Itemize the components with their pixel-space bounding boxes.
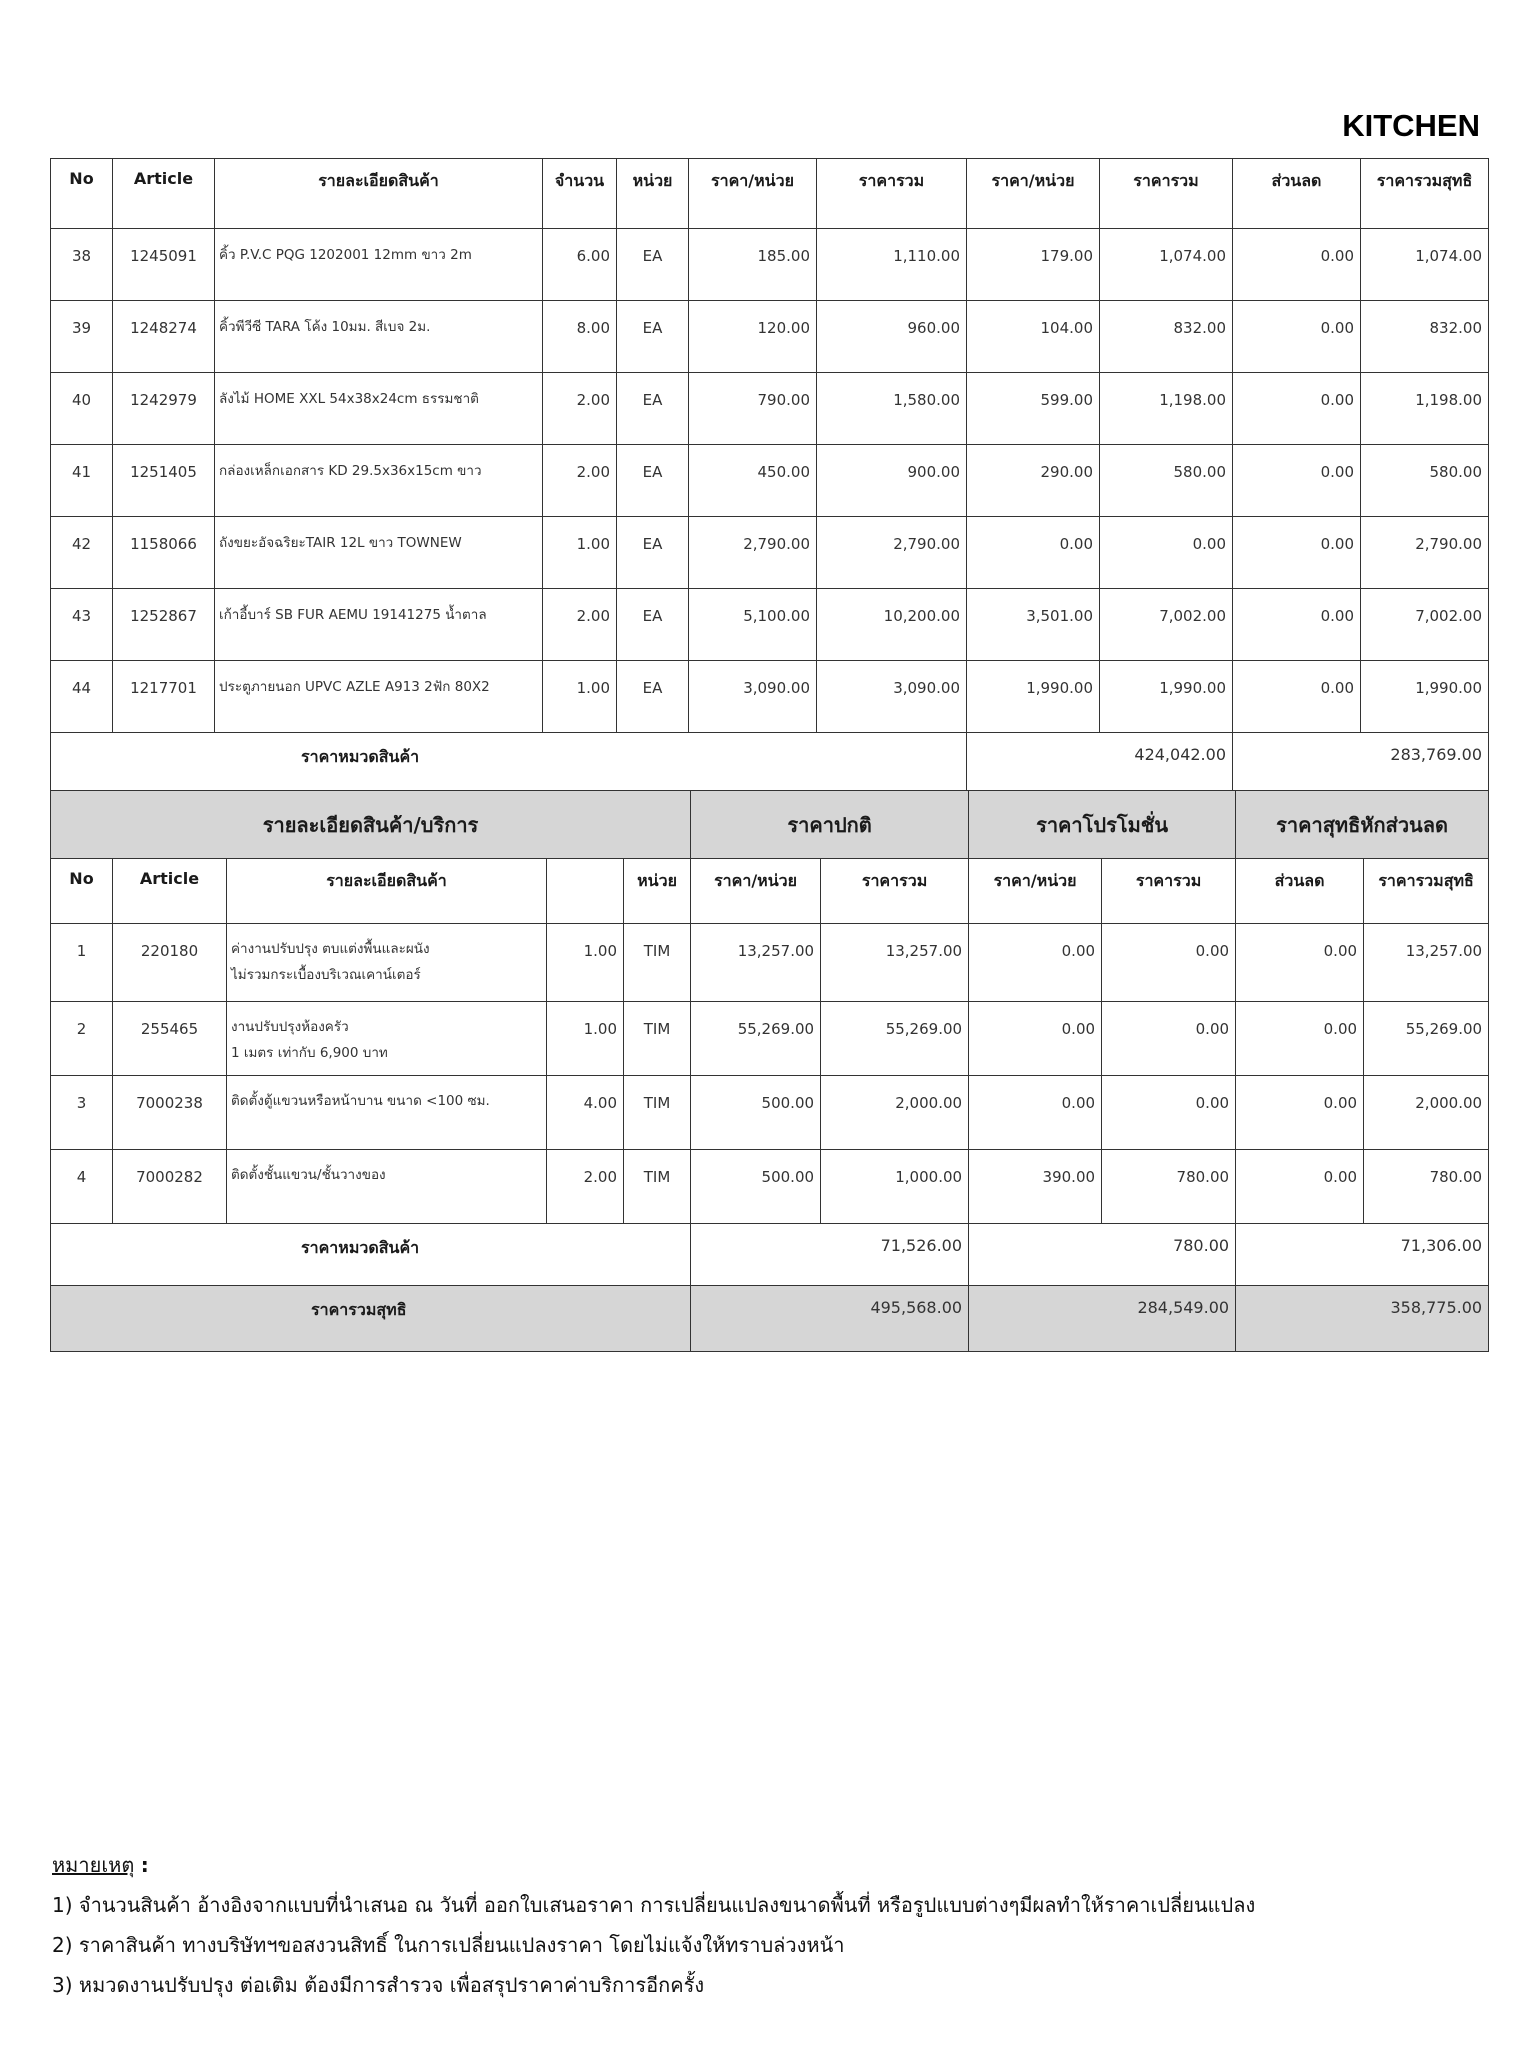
notes-colon: : bbox=[140, 1853, 149, 1877]
table-row bbox=[51, 373, 1489, 445]
row-promo-unit-price: 179.00 bbox=[967, 229, 1100, 301]
row-qty: 1.00 bbox=[547, 924, 624, 1002]
row-unit: TIM bbox=[624, 1002, 691, 1076]
svc-col-net-total: ราคารวมสุทธิ bbox=[1364, 859, 1489, 924]
row-description bbox=[227, 924, 547, 1002]
row-promo-unit-price: 0.00 bbox=[969, 1002, 1102, 1076]
col-net-total-header: ราคารวมสุทธิ bbox=[1361, 159, 1489, 229]
row-unit-price: 185.00 bbox=[689, 229, 817, 301]
row-net-total: 1,074.00 bbox=[1361, 229, 1489, 301]
row-unit: EA bbox=[617, 661, 689, 733]
row-unit: TIM bbox=[624, 924, 691, 1002]
table-row bbox=[51, 589, 1489, 661]
band-detail: รายละเอียดสินค้า/บริการ bbox=[51, 791, 691, 859]
col-promo-total-header: ราคารวม bbox=[1100, 159, 1233, 229]
col-unit-price-header: ราคา/หน่วย bbox=[689, 159, 817, 229]
row-promo-total: 580.00 bbox=[1100, 445, 1233, 517]
row-total: 10,200.00 bbox=[817, 589, 967, 661]
band-net-price: ราคาสุทธิหักส่วนลด bbox=[1236, 791, 1489, 859]
row-qty: 2.00 bbox=[547, 1150, 624, 1224]
svc-col-article: Article bbox=[113, 859, 227, 924]
row-promo-total: 0.00 bbox=[1102, 1076, 1236, 1150]
row-discount: 0.00 bbox=[1233, 661, 1361, 733]
row-description-line: ติดตั้งชั้นแขวน/ชั้นวางของ bbox=[231, 1167, 386, 1183]
row-promo-unit-price: 390.00 bbox=[969, 1150, 1102, 1224]
grand-total-promo: 284,549.00 bbox=[969, 1286, 1236, 1352]
service-band-row bbox=[51, 791, 1489, 859]
row-no: 43 bbox=[51, 589, 113, 661]
row-net-total: 580.00 bbox=[1361, 445, 1489, 517]
row-discount: 0.00 bbox=[1233, 445, 1361, 517]
row-total: 1,580.00 bbox=[817, 373, 967, 445]
service-subtotal-total: 71,526.00 bbox=[691, 1224, 969, 1286]
row-promo-unit-price: 3,501.00 bbox=[967, 589, 1100, 661]
row-promo-total: 780.00 bbox=[1102, 1150, 1236, 1224]
row-discount: 0.00 bbox=[1233, 589, 1361, 661]
product-subtotal-total: 424,042.00 bbox=[967, 733, 1233, 795]
row-discount: 0.00 bbox=[1233, 301, 1361, 373]
note-line: 2) ราคาสินค้า ทางบริษัทฯขอสงวนสิทธิ์ ในการเปลี่ยนแปลงราคา โดยไม่แจ้งให้ทราบล่วงหน้า bbox=[52, 1933, 845, 1957]
row-description-line: ไม่รวมกระเบื้องบริเวณเคาน์เตอร์ bbox=[231, 967, 421, 984]
row-net-total: 7,002.00 bbox=[1361, 589, 1489, 661]
row-net-total: 55,269.00 bbox=[1364, 1002, 1489, 1076]
row-unit: EA bbox=[617, 301, 689, 373]
svc-col-promo-total: ราคารวม bbox=[1102, 859, 1236, 924]
row-total: 2,000.00 bbox=[821, 1076, 969, 1150]
row-no: 1 bbox=[51, 924, 113, 1002]
row-qty: 2.00 bbox=[543, 589, 617, 661]
row-description-line: ค่างานปรับปรุง ตบแต่งพื้นและผนัง bbox=[231, 941, 430, 957]
product-subtotal-row bbox=[51, 733, 1489, 795]
row-unit-price: 790.00 bbox=[689, 373, 817, 445]
row-unit-price: 2,790.00 bbox=[689, 517, 817, 589]
row-unit-price: 55,269.00 bbox=[691, 1002, 821, 1076]
row-qty: 2.00 bbox=[543, 373, 617, 445]
row-unit-price: 450.00 bbox=[689, 445, 817, 517]
svc-col-unit: หน่วย bbox=[624, 859, 691, 924]
row-discount: 0.00 bbox=[1233, 373, 1361, 445]
row-discount: 0.00 bbox=[1236, 924, 1364, 1002]
svc-col-detail: รายละเอียดสินค้า bbox=[227, 859, 547, 924]
row-article: 1217701 bbox=[113, 661, 215, 733]
row-no: 4 bbox=[51, 1150, 113, 1224]
row-unit-price: 120.00 bbox=[689, 301, 817, 373]
row-unit-price: 13,257.00 bbox=[691, 924, 821, 1002]
row-total: 900.00 bbox=[817, 445, 967, 517]
table-row bbox=[51, 301, 1489, 373]
row-qty: 1.00 bbox=[543, 661, 617, 733]
row-qty: 8.00 bbox=[543, 301, 617, 373]
col-qty-header: จำนวน bbox=[543, 159, 617, 229]
table-row bbox=[51, 924, 1489, 1002]
row-net-total: 832.00 bbox=[1361, 301, 1489, 373]
col-promo-unit-price-header: ราคา/หน่วย bbox=[967, 159, 1100, 229]
row-no: 3 bbox=[51, 1076, 113, 1150]
row-promo-total: 1,198.00 bbox=[1100, 373, 1233, 445]
note-line: 1) จำนวนสินค้า อ้างอิงจากแบบที่นำเสนอ ณ วันที่ ออกใบเสนอราคา การเปลี่ยนแปลงขนาดพื้นที่ หรือรูปแบบต่างๆมีผลทำให้ราคาเปลี่ยนแปลง bbox=[52, 1893, 1256, 1917]
col-unit-header: หน่วย bbox=[617, 159, 689, 229]
row-net-total: 1,990.00 bbox=[1361, 661, 1489, 733]
notes-heading: หมายเหตุ bbox=[52, 1853, 135, 1877]
table-row bbox=[51, 1076, 1489, 1150]
row-net-total: 780.00 bbox=[1364, 1150, 1489, 1224]
svc-col-promo-unit-price: ราคา/หน่วย bbox=[969, 859, 1102, 924]
service-subtotal-promo: 780.00 bbox=[969, 1224, 1236, 1286]
row-article: 7000238 bbox=[113, 1076, 227, 1150]
row-unit: EA bbox=[617, 229, 689, 301]
band-promo-price: ราคาโปรโมชั่น bbox=[969, 791, 1236, 859]
row-discount: 0.00 bbox=[1236, 1150, 1364, 1224]
row-net-total: 13,257.00 bbox=[1364, 924, 1489, 1002]
row-promo-total: 1,074.00 bbox=[1100, 229, 1233, 301]
row-total: 960.00 bbox=[817, 301, 967, 373]
row-discount: 0.00 bbox=[1233, 517, 1361, 589]
product-table bbox=[50, 158, 1489, 795]
row-unit: EA bbox=[617, 373, 689, 445]
row-no: 40 bbox=[51, 373, 113, 445]
row-discount: 0.00 bbox=[1236, 1076, 1364, 1150]
row-description: ถังขยะอัจฉริยะTAIR 12L ขาว TOWNEW bbox=[215, 517, 543, 589]
row-promo-unit-price: 290.00 bbox=[967, 445, 1100, 517]
svc-col-unit-price: ราคา/หน่วย bbox=[691, 859, 821, 924]
row-description-line: 1 เมตร เท่ากับ 6,900 บาท bbox=[231, 1045, 388, 1062]
row-promo-unit-price: 599.00 bbox=[967, 373, 1100, 445]
grand-total-label: ราคารวมสุทธิ bbox=[51, 1286, 691, 1352]
row-total: 55,269.00 bbox=[821, 1002, 969, 1076]
svc-col-total: ราคารวม bbox=[821, 859, 969, 924]
row-qty: 2.00 bbox=[543, 445, 617, 517]
col-detail-header: รายละเอียดสินค้า bbox=[215, 159, 543, 229]
notes-heading-line bbox=[52, 1845, 1492, 1885]
row-description: เก้าอี้บาร์ SB FUR AEMU 19141275 น้ำตาล bbox=[215, 589, 543, 661]
row-no: 38 bbox=[51, 229, 113, 301]
table-row bbox=[51, 229, 1489, 301]
service-table bbox=[50, 790, 1489, 1352]
row-no: 39 bbox=[51, 301, 113, 373]
row-unit: EA bbox=[617, 445, 689, 517]
grand-total-total: 495,568.00 bbox=[691, 1286, 969, 1352]
row-article: 1245091 bbox=[113, 229, 215, 301]
row-qty: 4.00 bbox=[547, 1076, 624, 1150]
row-article: 255465 bbox=[113, 1002, 227, 1076]
row-unit: EA bbox=[617, 589, 689, 661]
product-subtotal-label: ราคาหมวดสินค้า bbox=[51, 733, 967, 795]
product-header-row bbox=[51, 159, 1489, 229]
row-article: 1252867 bbox=[113, 589, 215, 661]
row-promo-total: 0.00 bbox=[1102, 1002, 1236, 1076]
service-header-row bbox=[51, 859, 1489, 924]
row-total: 1,110.00 bbox=[817, 229, 967, 301]
row-promo-unit-price: 0.00 bbox=[967, 517, 1100, 589]
row-no: 41 bbox=[51, 445, 113, 517]
row-description bbox=[227, 1002, 547, 1076]
row-total: 1,000.00 bbox=[821, 1150, 969, 1224]
band-normal-price: ราคาปกติ bbox=[691, 791, 969, 859]
row-net-total: 1,198.00 bbox=[1361, 373, 1489, 445]
row-discount: 0.00 bbox=[1233, 229, 1361, 301]
row-promo-unit-price: 1,990.00 bbox=[967, 661, 1100, 733]
row-description: กล่องเหล็กเอกสาร KD 29.5x36x15cm ขาว bbox=[215, 445, 543, 517]
table-row bbox=[51, 661, 1489, 733]
row-description: ประตูภายนอก UPVC AZLE A913 2ฟัก 80X2 bbox=[215, 661, 543, 733]
row-total: 13,257.00 bbox=[821, 924, 969, 1002]
row-unit: TIM bbox=[624, 1076, 691, 1150]
row-promo-unit-price: 0.00 bbox=[969, 924, 1102, 1002]
row-net-total: 2,790.00 bbox=[1361, 517, 1489, 589]
row-unit-price: 5,100.00 bbox=[689, 589, 817, 661]
row-description-line: ติดตั้งตู้แขวนหรือหน้าบาน ขนาด <100 ซม. bbox=[231, 1093, 490, 1109]
service-subtotal-label: ราคาหมวดสินค้า bbox=[51, 1224, 691, 1286]
row-qty: 1.00 bbox=[547, 1002, 624, 1076]
row-no: 2 bbox=[51, 1002, 113, 1076]
row-article: 220180 bbox=[113, 924, 227, 1002]
col-no-header: No bbox=[51, 159, 113, 229]
service-subtotal-row bbox=[51, 1224, 1489, 1286]
product-subtotal-promo: 283,769.00 bbox=[1233, 733, 1489, 795]
row-unit: TIM bbox=[624, 1150, 691, 1224]
col-total-header: ราคารวม bbox=[817, 159, 967, 229]
row-qty: 6.00 bbox=[543, 229, 617, 301]
notes-section bbox=[52, 1845, 1492, 2005]
row-no: 42 bbox=[51, 517, 113, 589]
note-line: 3) หมวดงานปรับปรุง ต่อเติม ต้องมีการสำรวจ เพื่อสรุปราคาค่าบริการอีกครั้ง bbox=[52, 1973, 705, 1997]
row-promo-unit-price: 0.00 bbox=[969, 1076, 1102, 1150]
row-unit-price: 500.00 bbox=[691, 1150, 821, 1224]
row-discount: 0.00 bbox=[1236, 1002, 1364, 1076]
svc-col-qty bbox=[547, 859, 624, 924]
col-article-header: Article bbox=[113, 159, 215, 229]
table-row bbox=[51, 1002, 1489, 1076]
row-unit: EA bbox=[617, 517, 689, 589]
row-promo-total: 1,990.00 bbox=[1100, 661, 1233, 733]
service-subtotal-net: 71,306.00 bbox=[1236, 1224, 1489, 1286]
svc-col-discount: ส่วนลด bbox=[1236, 859, 1364, 924]
row-article: 1242979 bbox=[113, 373, 215, 445]
row-unit-price: 500.00 bbox=[691, 1076, 821, 1150]
table-row bbox=[51, 517, 1489, 589]
row-article: 7000282 bbox=[113, 1150, 227, 1224]
row-description: คิ้ว P.V.C PQG 1202001 12mm ขาว 2m bbox=[215, 229, 543, 301]
table-row bbox=[51, 1150, 1489, 1224]
row-description bbox=[227, 1150, 547, 1224]
row-description bbox=[227, 1076, 547, 1150]
grand-total-net: 358,775.00 bbox=[1236, 1286, 1489, 1352]
row-net-total: 2,000.00 bbox=[1364, 1076, 1489, 1150]
table-row bbox=[51, 445, 1489, 517]
row-promo-total: 832.00 bbox=[1100, 301, 1233, 373]
row-article: 1251405 bbox=[113, 445, 215, 517]
row-qty: 1.00 bbox=[543, 517, 617, 589]
row-description-line: งานปรับปรุงห้องครัว bbox=[231, 1019, 349, 1035]
row-no: 44 bbox=[51, 661, 113, 733]
row-article: 1158066 bbox=[113, 517, 215, 589]
row-promo-unit-price: 104.00 bbox=[967, 301, 1100, 373]
row-total: 2,790.00 bbox=[817, 517, 967, 589]
grand-total-row bbox=[51, 1286, 1489, 1352]
row-description: ลังไม้ HOME XXL 54x38x24cm ธรรมชาติ bbox=[215, 373, 543, 445]
page-title: KITCHEN bbox=[1342, 108, 1480, 143]
col-discount-header: ส่วนลด bbox=[1233, 159, 1361, 229]
row-unit-price: 3,090.00 bbox=[689, 661, 817, 733]
svc-col-no: No bbox=[51, 859, 113, 924]
row-article: 1248274 bbox=[113, 301, 215, 373]
row-promo-total: 0.00 bbox=[1100, 517, 1233, 589]
row-promo-total: 0.00 bbox=[1102, 924, 1236, 1002]
row-promo-total: 7,002.00 bbox=[1100, 589, 1233, 661]
row-total: 3,090.00 bbox=[817, 661, 967, 733]
row-description: คิ้วพีวีซี TARA โค้ง 10มม. สีเบจ 2ม. bbox=[215, 301, 543, 373]
